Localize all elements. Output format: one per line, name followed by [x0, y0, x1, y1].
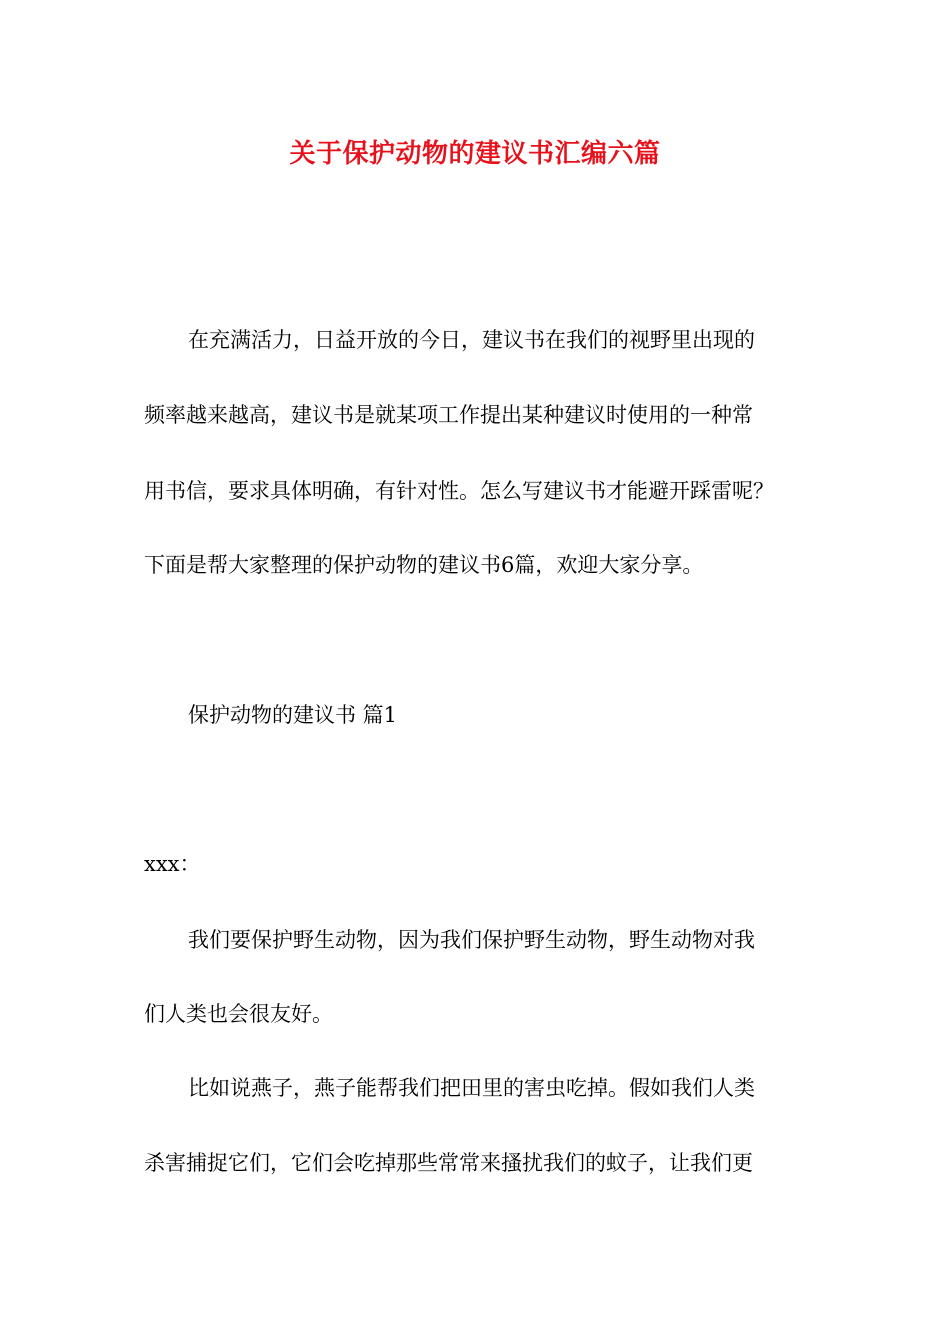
salutation: xxx： — [144, 852, 201, 876]
paragraph-line: 我们要保护野生动物，因为我们保护野生动物，野生动物对我 — [188, 928, 755, 952]
paragraph-line: 杀害捕捉它们，它们会吃掉那些常常来搔扰我们的蚊子，让我们更 — [144, 1151, 753, 1175]
intro-line: 用书信，要求具体明确，有针对性。怎么写建议书才能避开踩雷呢？ — [144, 479, 774, 503]
section-heading: 保护动物的建议书 篇1 — [188, 703, 398, 727]
paragraph-line: 们人类也会很友好。 — [144, 1002, 333, 1026]
intro-line: 下面是帮大家整理的保护动物的建议书6篇，欢迎大家分享。 — [144, 553, 704, 577]
intro-line: 在充满活力，日益开放的今日，建议书在我们的视野里出现的 — [188, 328, 755, 352]
document-title: 关于保护动物的建议书汇编六篇 — [289, 139, 661, 169]
paragraph-line: 比如说燕子，燕子能帮我们把田里的害虫吃掉。假如我们人类 — [188, 1076, 755, 1100]
intro-line: 频率越来越高，建议书是就某项工作提出某种建议时使用的一种常 — [144, 403, 753, 427]
